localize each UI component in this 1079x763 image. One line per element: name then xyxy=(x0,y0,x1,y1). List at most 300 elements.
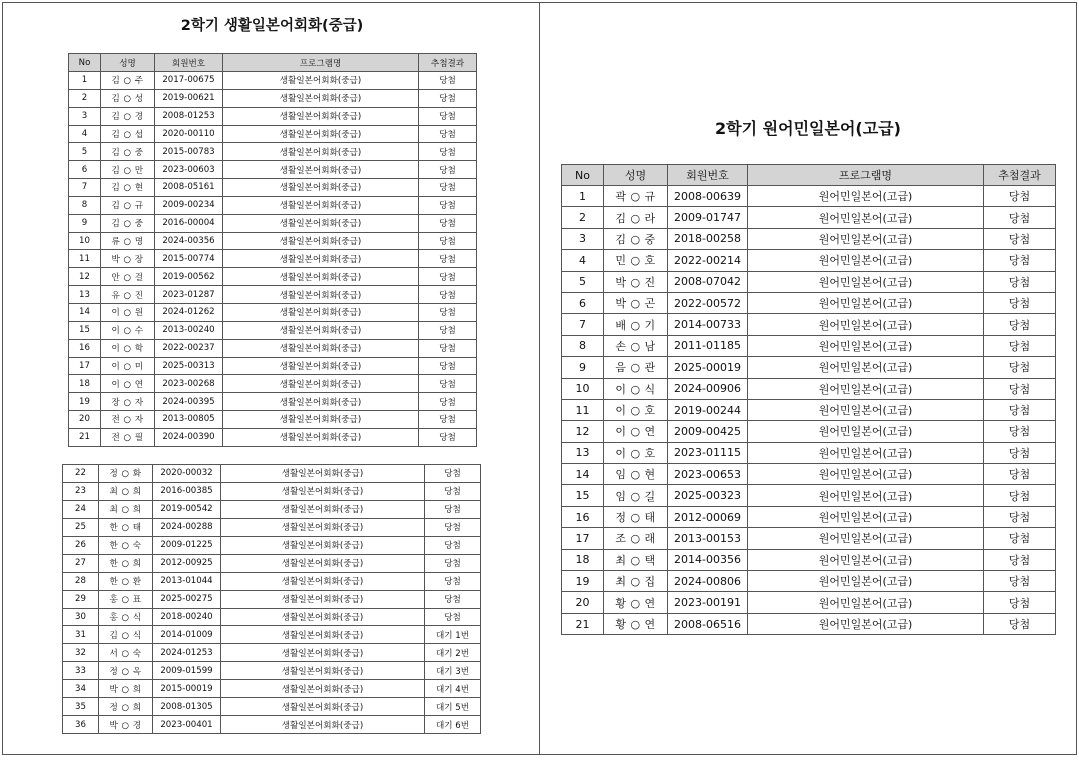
header-member-id: 회원번호 xyxy=(155,54,223,72)
cell-program: 원어민일본어(고급) xyxy=(748,442,984,463)
cell-member-id: 2024-00395 xyxy=(155,393,223,411)
cell-member-id: 2024-00288 xyxy=(153,518,221,536)
cell-program: 원어민일본어(고급) xyxy=(748,250,984,271)
cell-member-id: 2012-00069 xyxy=(668,506,748,527)
cell-name: 이 ○ 학 xyxy=(101,339,155,357)
header-name: 성명 xyxy=(101,54,155,72)
cell-program: 생활일본어회화(중급) xyxy=(221,482,425,500)
cell-program: 생활일본어회화(중급) xyxy=(221,536,425,554)
header-no: No xyxy=(562,165,604,186)
cell-no: 6 xyxy=(69,161,101,179)
cell-result: 당첨 xyxy=(419,196,477,214)
cell-member-id: 2009-01599 xyxy=(153,662,221,680)
cell-name: 안 ○ 걸 xyxy=(101,268,155,286)
cell-name: 김 ○ 현 xyxy=(101,179,155,197)
cell-member-id: 2024-01253 xyxy=(153,644,221,662)
cell-name: 김 ○ 중 xyxy=(101,214,155,232)
cell-no: 19 xyxy=(562,571,604,592)
table-row xyxy=(562,464,1056,485)
cell-name: 박 ○ 경 xyxy=(99,716,153,734)
table-row xyxy=(63,500,481,518)
cell-result: 당첨 xyxy=(419,428,477,446)
cell-member-id: 2017-00675 xyxy=(155,72,223,90)
cell-member-id: 2008-06516 xyxy=(668,613,748,634)
cell-program: 생활일본어회화(중급) xyxy=(221,716,425,734)
cell-result: 당첨 xyxy=(419,339,477,357)
table-row xyxy=(562,292,1056,313)
cell-program: 원어민일본어(고급) xyxy=(748,357,984,378)
cell-program: 원어민일본어(고급) xyxy=(748,485,984,506)
cell-result: 당첨 xyxy=(419,107,477,125)
table-row xyxy=(69,107,477,125)
cell-name: 박 ○ 희 xyxy=(99,680,153,698)
cell-no: 2 xyxy=(562,207,604,228)
cell-member-id: 2014-00733 xyxy=(668,314,748,335)
table-row xyxy=(63,626,481,644)
table-row xyxy=(69,303,477,321)
cell-program: 원어민일본어(고급) xyxy=(748,186,984,207)
table-row xyxy=(562,571,1056,592)
cell-result: 당첨 xyxy=(419,179,477,197)
cell-program: 원어민일본어(고급) xyxy=(748,335,984,356)
cell-member-id: 2015-00774 xyxy=(155,250,223,268)
table-row xyxy=(69,393,477,411)
advanced-lottery-table xyxy=(561,164,1056,635)
table-row xyxy=(63,554,481,572)
cell-result: 당첨 xyxy=(984,485,1056,506)
cell-member-id: 2024-01262 xyxy=(155,303,223,321)
cell-program: 원어민일본어(고급) xyxy=(748,613,984,634)
cell-name: 이 ○ 미 xyxy=(101,357,155,375)
cell-program: 생활일본어회화(중급) xyxy=(223,179,419,197)
cell-name: 한 ○ 숙 xyxy=(99,536,153,554)
table-row xyxy=(562,613,1056,634)
cell-program: 생활일본어회화(중급) xyxy=(221,680,425,698)
cell-program: 생활일본어회화(중급) xyxy=(221,500,425,518)
cell-no: 28 xyxy=(63,572,99,590)
table-row xyxy=(562,357,1056,378)
cell-name: 전 ○ 자 xyxy=(101,411,155,429)
cell-no: 16 xyxy=(562,506,604,527)
cell-program: 원어민일본어(고급) xyxy=(748,506,984,527)
cell-member-id: 2023-00191 xyxy=(668,592,748,613)
cell-program: 생활일본어회화(중급) xyxy=(221,518,425,536)
cell-program: 생활일본어회화(중급) xyxy=(221,554,425,572)
cell-member-id: 2025-00313 xyxy=(155,357,223,375)
table-header-row xyxy=(69,54,477,72)
cell-no: 12 xyxy=(562,421,604,442)
cell-no: 30 xyxy=(63,608,99,626)
cell-no: 23 xyxy=(63,482,99,500)
cell-program: 생활일본어회화(중급) xyxy=(223,196,419,214)
cell-result: 당첨 xyxy=(984,314,1056,335)
right-page-title: 2학기 원어민일본어(고급) xyxy=(715,119,901,138)
cell-no: 36 xyxy=(63,716,99,734)
cell-result: 당첨 xyxy=(984,207,1056,228)
cell-no: 8 xyxy=(562,335,604,356)
cell-member-id: 2022-00572 xyxy=(668,292,748,313)
cell-no: 2 xyxy=(69,89,101,107)
cell-name: 김 ○ 만 xyxy=(101,161,155,179)
page-divider xyxy=(539,2,540,754)
cell-name: 이 ○ 원 xyxy=(101,303,155,321)
cell-no: 9 xyxy=(69,214,101,232)
cell-program: 생활일본어회화(중급) xyxy=(223,250,419,268)
cell-name: 전 ○ 필 xyxy=(101,428,155,446)
cell-name: 홍 ○ 표 xyxy=(99,590,153,608)
cell-result: 당첨 xyxy=(984,613,1056,634)
cell-name: 이 ○ 식 xyxy=(604,378,668,399)
cell-result: 당첨 xyxy=(419,411,477,429)
table-row xyxy=(69,179,477,197)
cell-name: 김 ○ 성 xyxy=(101,89,155,107)
table-row xyxy=(69,232,477,250)
cell-member-id: 2025-00019 xyxy=(668,357,748,378)
cell-no: 13 xyxy=(69,286,101,304)
cell-name: 정 ○ 화 xyxy=(99,465,153,483)
cell-member-id: 2013-01044 xyxy=(153,572,221,590)
cell-result: 당첨 xyxy=(984,292,1056,313)
cell-result: 당첨 xyxy=(984,228,1056,249)
cell-result: 당첨 xyxy=(984,335,1056,356)
cell-member-id: 2015-00783 xyxy=(155,143,223,161)
cell-name: 한 ○ 태 xyxy=(99,518,153,536)
cell-result: 당첨 xyxy=(984,442,1056,463)
cell-program: 생활일본어회화(중급) xyxy=(221,590,425,608)
cell-no: 14 xyxy=(69,303,101,321)
cell-result: 대기 3번 xyxy=(425,662,481,680)
header-member-id: 회원번호 xyxy=(668,165,748,186)
table-row xyxy=(69,339,477,357)
cell-program: 생활일본어회화(중급) xyxy=(223,268,419,286)
cell-name: 최 ○ 희 xyxy=(99,500,153,518)
cell-name: 한 ○ 희 xyxy=(99,554,153,572)
cell-result: 당첨 xyxy=(419,321,477,339)
cell-no: 20 xyxy=(69,411,101,429)
cell-member-id: 2023-00603 xyxy=(155,161,223,179)
left-page-title: 2학기 생활일본어회화(중급) xyxy=(180,18,364,34)
cell-name: 곽 ○ 규 xyxy=(604,186,668,207)
cell-program: 원어민일본어(고급) xyxy=(748,464,984,485)
header-program: 프로그램명 xyxy=(748,165,984,186)
cell-member-id: 2009-00425 xyxy=(668,421,748,442)
cell-no: 5 xyxy=(562,271,604,292)
cell-member-id: 2023-00653 xyxy=(668,464,748,485)
cell-no: 24 xyxy=(63,500,99,518)
cell-program: 원어민일본어(고급) xyxy=(748,592,984,613)
cell-no: 27 xyxy=(63,554,99,572)
cell-no: 19 xyxy=(69,393,101,411)
cell-no: 12 xyxy=(69,268,101,286)
cell-program: 원어민일본어(고급) xyxy=(748,378,984,399)
cell-name: 김 ○ 식 xyxy=(99,626,153,644)
cell-result: 당첨 xyxy=(425,482,481,500)
cell-program: 생활일본어회화(중급) xyxy=(221,572,425,590)
cell-no: 22 xyxy=(63,465,99,483)
cell-result: 당첨 xyxy=(984,378,1056,399)
cell-no: 6 xyxy=(562,292,604,313)
cell-program: 생활일본어회화(중급) xyxy=(221,644,425,662)
cell-name: 이 ○ 연 xyxy=(101,375,155,393)
cell-no: 1 xyxy=(562,186,604,207)
cell-result: 당첨 xyxy=(425,465,481,483)
cell-program: 생활일본어회화(중급) xyxy=(223,286,419,304)
cell-member-id: 2014-00356 xyxy=(668,549,748,570)
table-row xyxy=(562,314,1056,335)
cell-result: 당첨 xyxy=(419,393,477,411)
table-row xyxy=(562,186,1056,207)
table-row xyxy=(562,506,1056,527)
cell-name: 김 ○ 중 xyxy=(101,143,155,161)
cell-program: 생활일본어회화(중급) xyxy=(221,626,425,644)
cell-no: 26 xyxy=(63,536,99,554)
cell-member-id: 2008-01305 xyxy=(153,698,221,716)
cell-result: 당첨 xyxy=(425,590,481,608)
table-row xyxy=(69,214,477,232)
cell-name: 김 ○ 중 xyxy=(604,228,668,249)
intermediate-lottery-table xyxy=(68,53,477,447)
cell-result: 당첨 xyxy=(984,528,1056,549)
cell-member-id: 2013-00805 xyxy=(155,411,223,429)
table-row xyxy=(63,644,481,662)
table-row xyxy=(63,536,481,554)
cell-result: 당첨 xyxy=(419,89,477,107)
cell-result: 당첨 xyxy=(984,399,1056,420)
cell-no: 10 xyxy=(69,232,101,250)
cell-result: 당첨 xyxy=(984,464,1056,485)
cell-program: 생활일본어회화(중급) xyxy=(223,393,419,411)
cell-result: 당첨 xyxy=(984,250,1056,271)
table-row xyxy=(69,143,477,161)
table-row xyxy=(562,421,1056,442)
cell-member-id: 2013-00240 xyxy=(155,321,223,339)
cell-member-id: 2025-00323 xyxy=(668,485,748,506)
cell-no: 3 xyxy=(69,107,101,125)
cell-program: 생활일본어회화(중급) xyxy=(223,125,419,143)
cell-no: 25 xyxy=(63,518,99,536)
cell-member-id: 2011-01185 xyxy=(668,335,748,356)
cell-program: 원어민일본어(고급) xyxy=(748,528,984,549)
table-row xyxy=(562,271,1056,292)
table-row xyxy=(562,549,1056,570)
cell-result: 당첨 xyxy=(984,506,1056,527)
cell-no: 21 xyxy=(69,428,101,446)
cell-no: 20 xyxy=(562,592,604,613)
cell-program: 생활일본어회화(중급) xyxy=(223,214,419,232)
cell-member-id: 2008-07042 xyxy=(668,271,748,292)
table-row xyxy=(63,608,481,626)
cell-member-id: 2009-01747 xyxy=(668,207,748,228)
cell-member-id: 2023-00268 xyxy=(155,375,223,393)
cell-program: 생활일본어회화(중급) xyxy=(221,698,425,716)
cell-member-id: 2018-00258 xyxy=(668,228,748,249)
cell-no: 13 xyxy=(562,442,604,463)
cell-no: 31 xyxy=(63,626,99,644)
cell-name: 김 ○ 주 xyxy=(101,72,155,90)
cell-no: 7 xyxy=(562,314,604,335)
cell-result: 당첨 xyxy=(419,250,477,268)
cell-no: 14 xyxy=(562,464,604,485)
cell-no: 32 xyxy=(63,644,99,662)
cell-name: 박 ○ 장 xyxy=(101,250,155,268)
cell-program: 생활일본어회화(중급) xyxy=(221,465,425,483)
cell-member-id: 2008-01253 xyxy=(155,107,223,125)
cell-result: 대기 1번 xyxy=(425,626,481,644)
cell-no: 3 xyxy=(562,228,604,249)
cell-result: 당첨 xyxy=(425,518,481,536)
cell-result: 당첨 xyxy=(984,271,1056,292)
cell-result: 당첨 xyxy=(419,72,477,90)
cell-program: 생활일본어회화(중급) xyxy=(223,303,419,321)
cell-result: 대기 2번 xyxy=(425,644,481,662)
cell-result: 당첨 xyxy=(419,125,477,143)
cell-name: 이 ○ 호 xyxy=(604,442,668,463)
cell-member-id: 2025-00275 xyxy=(153,590,221,608)
cell-result: 당첨 xyxy=(984,357,1056,378)
cell-program: 원어민일본어(고급) xyxy=(748,228,984,249)
cell-program: 원어민일본어(고급) xyxy=(748,271,984,292)
cell-result: 당첨 xyxy=(419,268,477,286)
cell-name: 정 ○ 옥 xyxy=(99,662,153,680)
table-row xyxy=(69,428,477,446)
cell-name: 장 ○ 자 xyxy=(101,393,155,411)
cell-member-id: 2013-00153 xyxy=(668,528,748,549)
cell-no: 11 xyxy=(69,250,101,268)
cell-name: 임 ○ 현 xyxy=(604,464,668,485)
table-row xyxy=(63,698,481,716)
cell-name: 김 ○ 규 xyxy=(101,196,155,214)
cell-name: 유 ○ 진 xyxy=(101,286,155,304)
cell-name: 황 ○ 연 xyxy=(604,613,668,634)
cell-no: 4 xyxy=(69,125,101,143)
table-row xyxy=(562,485,1056,506)
table-row xyxy=(63,572,481,590)
cell-program: 생활일본어회화(중급) xyxy=(221,662,425,680)
cell-member-id: 2019-00542 xyxy=(153,500,221,518)
header-program: 프로그램명 xyxy=(223,54,419,72)
cell-program: 생활일본어회화(중급) xyxy=(223,161,419,179)
header-result: 추첨결과 xyxy=(984,165,1056,186)
cell-no: 7 xyxy=(69,179,101,197)
cell-name: 한 ○ 환 xyxy=(99,572,153,590)
cell-program: 원어민일본어(고급) xyxy=(748,571,984,592)
cell-result: 당첨 xyxy=(425,500,481,518)
cell-name: 김 ○ 라 xyxy=(604,207,668,228)
cell-no: 18 xyxy=(562,549,604,570)
cell-name: 조 ○ 래 xyxy=(604,528,668,549)
cell-member-id: 2022-00237 xyxy=(155,339,223,357)
cell-member-id: 2014-01009 xyxy=(153,626,221,644)
cell-member-id: 2019-00621 xyxy=(155,89,223,107)
cell-result: 당첨 xyxy=(984,186,1056,207)
cell-name: 배 ○ 기 xyxy=(604,314,668,335)
cell-member-id: 2016-00004 xyxy=(155,214,223,232)
cell-member-id: 2024-00906 xyxy=(668,378,748,399)
cell-name: 손 ○ 남 xyxy=(604,335,668,356)
table-row xyxy=(63,518,481,536)
cell-name: 박 ○ 곤 xyxy=(604,292,668,313)
cell-no: 17 xyxy=(69,357,101,375)
table-row xyxy=(63,590,481,608)
cell-program: 생활일본어회화(중급) xyxy=(223,72,419,90)
table-row xyxy=(562,207,1056,228)
table-row xyxy=(69,125,477,143)
cell-name: 민 ○ 호 xyxy=(604,250,668,271)
cell-program: 생활일본어회화(중급) xyxy=(223,428,419,446)
table-row xyxy=(69,286,477,304)
cell-name: 이 ○ 호 xyxy=(604,399,668,420)
cell-result: 대기 4번 xyxy=(425,680,481,698)
cell-result: 대기 6번 xyxy=(425,716,481,734)
cell-program: 생활일본어회화(중급) xyxy=(221,608,425,626)
cell-name: 홍 ○ 식 xyxy=(99,608,153,626)
cell-member-id: 2019-00562 xyxy=(155,268,223,286)
cell-name: 김 ○ 경 xyxy=(101,107,155,125)
table-row xyxy=(562,378,1056,399)
table-row xyxy=(69,321,477,339)
cell-result: 당첨 xyxy=(419,286,477,304)
cell-member-id: 2016-00385 xyxy=(153,482,221,500)
cell-member-id: 2023-01287 xyxy=(155,286,223,304)
cell-result: 당첨 xyxy=(984,549,1056,570)
table-row xyxy=(562,528,1056,549)
header-no: No xyxy=(69,54,101,72)
cell-no: 1 xyxy=(69,72,101,90)
cell-name: 임 ○ 길 xyxy=(604,485,668,506)
cell-result: 당첨 xyxy=(419,375,477,393)
cell-result: 당첨 xyxy=(425,608,481,626)
cell-member-id: 2012-00925 xyxy=(153,554,221,572)
cell-program: 생활일본어회화(중급) xyxy=(223,339,419,357)
cell-no: 11 xyxy=(562,399,604,420)
table-row xyxy=(562,399,1056,420)
table-row xyxy=(69,161,477,179)
table-row xyxy=(63,716,481,734)
cell-program: 원어민일본어(고급) xyxy=(748,399,984,420)
cell-result: 당첨 xyxy=(425,536,481,554)
cell-no: 10 xyxy=(562,378,604,399)
header-name: 성명 xyxy=(604,165,668,186)
cell-name: 정 ○ 희 xyxy=(99,698,153,716)
cell-name: 최 ○ 집 xyxy=(604,571,668,592)
cell-program: 생활일본어회화(중급) xyxy=(223,411,419,429)
table-row xyxy=(69,411,477,429)
cell-name: 음 ○ 관 xyxy=(604,357,668,378)
cell-result: 당첨 xyxy=(419,357,477,375)
cell-program: 생활일본어회화(중급) xyxy=(223,107,419,125)
cell-name: 류 ○ 명 xyxy=(101,232,155,250)
cell-program: 생활일본어회화(중급) xyxy=(223,375,419,393)
cell-name: 최 ○ 택 xyxy=(604,549,668,570)
table-row xyxy=(562,592,1056,613)
cell-result: 당첨 xyxy=(419,214,477,232)
table-row xyxy=(562,442,1056,463)
cell-result: 당첨 xyxy=(419,232,477,250)
cell-no: 29 xyxy=(63,590,99,608)
cell-member-id: 2019-00244 xyxy=(668,399,748,420)
cell-result: 당첨 xyxy=(419,143,477,161)
table-header-row xyxy=(562,165,1056,186)
table-row xyxy=(69,375,477,393)
cell-no: 15 xyxy=(69,321,101,339)
cell-name: 김 ○ 섭 xyxy=(101,125,155,143)
cell-result: 당첨 xyxy=(425,554,481,572)
cell-no: 4 xyxy=(562,250,604,271)
cell-program: 원어민일본어(고급) xyxy=(748,421,984,442)
table-row xyxy=(63,465,481,483)
cell-result: 당첨 xyxy=(425,572,481,590)
cell-member-id: 2023-00401 xyxy=(153,716,221,734)
